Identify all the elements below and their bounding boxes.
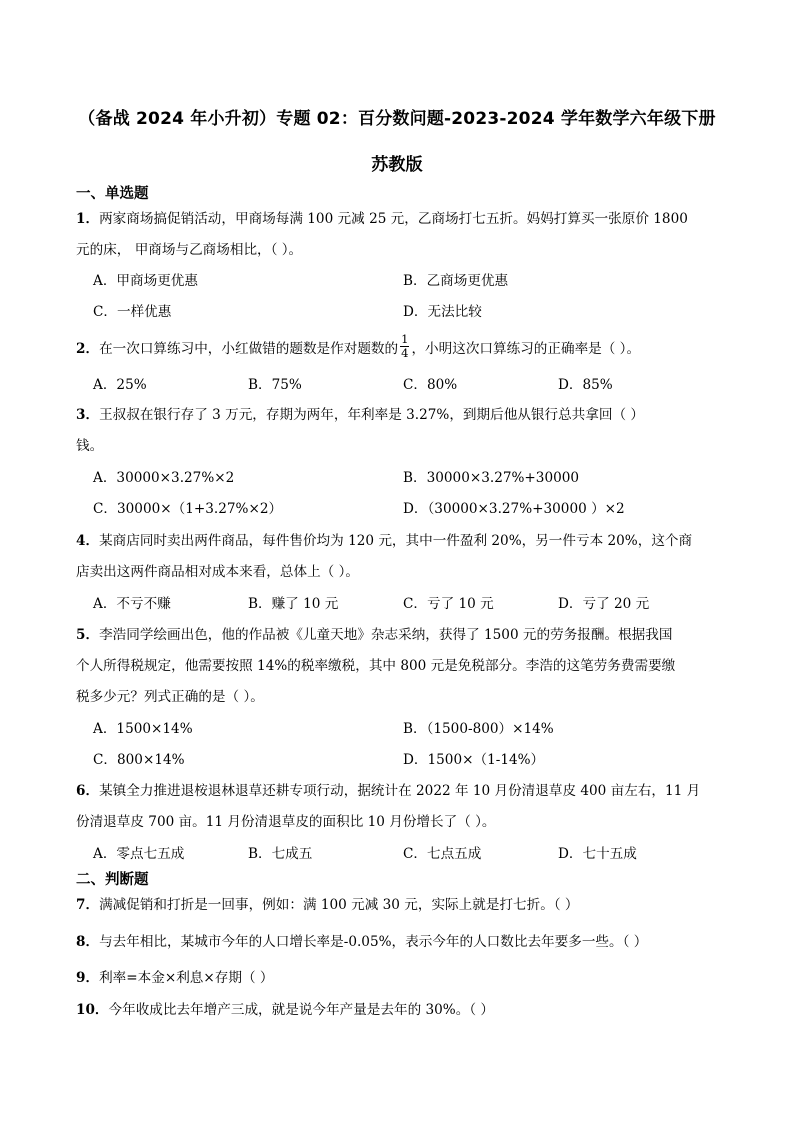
q6-option-b: B．七成五 bbox=[248, 846, 313, 862]
question-10 bbox=[76, 998, 494, 1018]
question-number: 3． bbox=[76, 407, 100, 423]
q4-option-d: D．亏了 20 元 bbox=[558, 596, 650, 612]
question-number: 7． bbox=[76, 897, 100, 913]
q3-option-d: D．（30000×3.27%+30000 ）×2 bbox=[403, 501, 625, 517]
question-text: 在一次口算练习中，小红做错的题数是作对题数的 bbox=[99, 341, 399, 357]
question-text-after: ，小明这次口算练习的正确率是（ ）。 bbox=[411, 341, 641, 357]
q2-option-b: B．75% bbox=[248, 377, 302, 393]
q5-option-d: D．1500×（1-14%） bbox=[403, 752, 545, 768]
question-text: 今年收成比去年增产三成，就是说今年产量是去年的 30%。（ ） bbox=[108, 1002, 495, 1018]
q6-option-c: C．七点五成 bbox=[403, 846, 482, 862]
section-heading-single-choice: 一、单选题 bbox=[76, 186, 149, 202]
question-text: 某商店同时卖出两件商品，每件售价均为 120 元，其中一件盈利 20%，另一件亏本 20%，这个商 bbox=[99, 533, 693, 549]
q4-option-a: A．不亏不赚 bbox=[93, 596, 171, 612]
question-1 bbox=[76, 207, 688, 227]
q4-option-c: C．亏了 10 元 bbox=[403, 596, 494, 612]
question-4 bbox=[76, 529, 692, 549]
question-number: 5． bbox=[76, 627, 100, 643]
question-3-continued: 钱。 bbox=[76, 438, 104, 454]
fraction-numerator: 1 bbox=[401, 332, 409, 346]
question-9 bbox=[76, 966, 274, 986]
question-number: 8． bbox=[76, 934, 100, 950]
doc-title-line1: （备战 2024 年小升初）专题 02：百分数问题-2023-2024 学年数学六年级下册 bbox=[78, 109, 716, 129]
question-6-continued: 份清退草皮 700 亩。11 月份清退草皮的面积比 10 月份增长了（ ）。 bbox=[76, 814, 496, 830]
q3-option-a: A．30000×3.27%×2 bbox=[93, 470, 235, 486]
question-6 bbox=[76, 779, 700, 799]
q6-option-a: A．零点七五成 bbox=[93, 846, 185, 862]
question-1-continued: 元的床， 甲商场与乙商场相比，（ ）。 bbox=[76, 242, 303, 258]
fraction-denominator: 4 bbox=[401, 346, 409, 360]
question-number: 6． bbox=[76, 783, 100, 799]
q2-option-c: C．80% bbox=[403, 377, 458, 393]
question-text: 王叔叔在银行存了 3 万元，存期为两年，年利率是 3.27%，到期后他从银行总共拿回（ ） bbox=[99, 407, 644, 423]
question-text: 李浩同学绘画出色，他的作品被《儿童天地》杂志采纳，获得了 1500 元的劳务报酬。根据我国 bbox=[99, 627, 673, 643]
question-8 bbox=[76, 930, 647, 950]
q5-option-b: B．（1500-800）×14% bbox=[403, 721, 554, 737]
q2-option-d: D．85% bbox=[558, 377, 613, 393]
q5-option-c: C．800×14% bbox=[93, 752, 185, 768]
question-4-continued: 店卖出这两件商品相对成本来看，总体上（ ）。 bbox=[76, 564, 359, 580]
doc-title-line2: 苏教版 bbox=[371, 155, 423, 175]
question-text: 满减促销和打折是一回事，例如：满 100 元减 30 元，实际上就是打七折。（ ） bbox=[99, 897, 579, 913]
question-number: 4． bbox=[76, 533, 100, 549]
question-7 bbox=[76, 893, 579, 913]
question-2 bbox=[76, 332, 641, 363]
q3-option-c: C．30000×（1+3.27%×2） bbox=[93, 501, 283, 517]
question-text: 某镇全力推进退桉退林退草还耕专项行动，据统计在 2022 年 10 月份清退草皮 400 亩左右，11 月 bbox=[99, 783, 701, 799]
q1-option-b: B．乙商场更优惠 bbox=[403, 273, 509, 289]
q2-option-a: A．25% bbox=[93, 377, 147, 393]
question-3 bbox=[76, 403, 644, 423]
q1-option-c: C．一样优惠 bbox=[93, 304, 172, 320]
question-number: 2． bbox=[76, 341, 100, 357]
question-text: 与去年相比，某城市今年的人口增长率是-0.05%，表示今年的人口数比去年要多一些。（ ） bbox=[99, 934, 648, 950]
q3-option-b: B．30000×3.27%+30000 bbox=[403, 470, 580, 486]
fraction bbox=[400, 333, 409, 360]
question-5-continued: 个人所得税规定，他需要按照 14%的税率缴税，其中 800 元是免税部分。李浩的这笔劳务费需要缴 bbox=[76, 658, 676, 674]
q6-option-d: D．七十五成 bbox=[558, 846, 637, 862]
q5-option-a: A．1500×14% bbox=[93, 721, 193, 737]
question-text: 两家商场搞促销活动，甲商场每满 100 元减 25 元，乙商场打七五折。妈妈打算买一张原价 1800 bbox=[99, 211, 688, 227]
q1-option-a: A．甲商场更优惠 bbox=[93, 273, 198, 289]
question-5 bbox=[76, 623, 672, 643]
q1-option-d: D．无法比较 bbox=[403, 304, 482, 320]
question-number: 10． bbox=[76, 1002, 109, 1018]
question-text: 利率=本金×利息×存期（ ） bbox=[99, 970, 274, 986]
question-5-continued-2: 税多少元？列式正确的是（ ）。 bbox=[76, 689, 264, 705]
question-number: 9． bbox=[76, 970, 100, 986]
q4-option-b: B．赚了 10 元 bbox=[248, 596, 339, 612]
section-heading-true-false: 二、判断题 bbox=[76, 872, 149, 888]
question-number: 1． bbox=[76, 211, 100, 227]
